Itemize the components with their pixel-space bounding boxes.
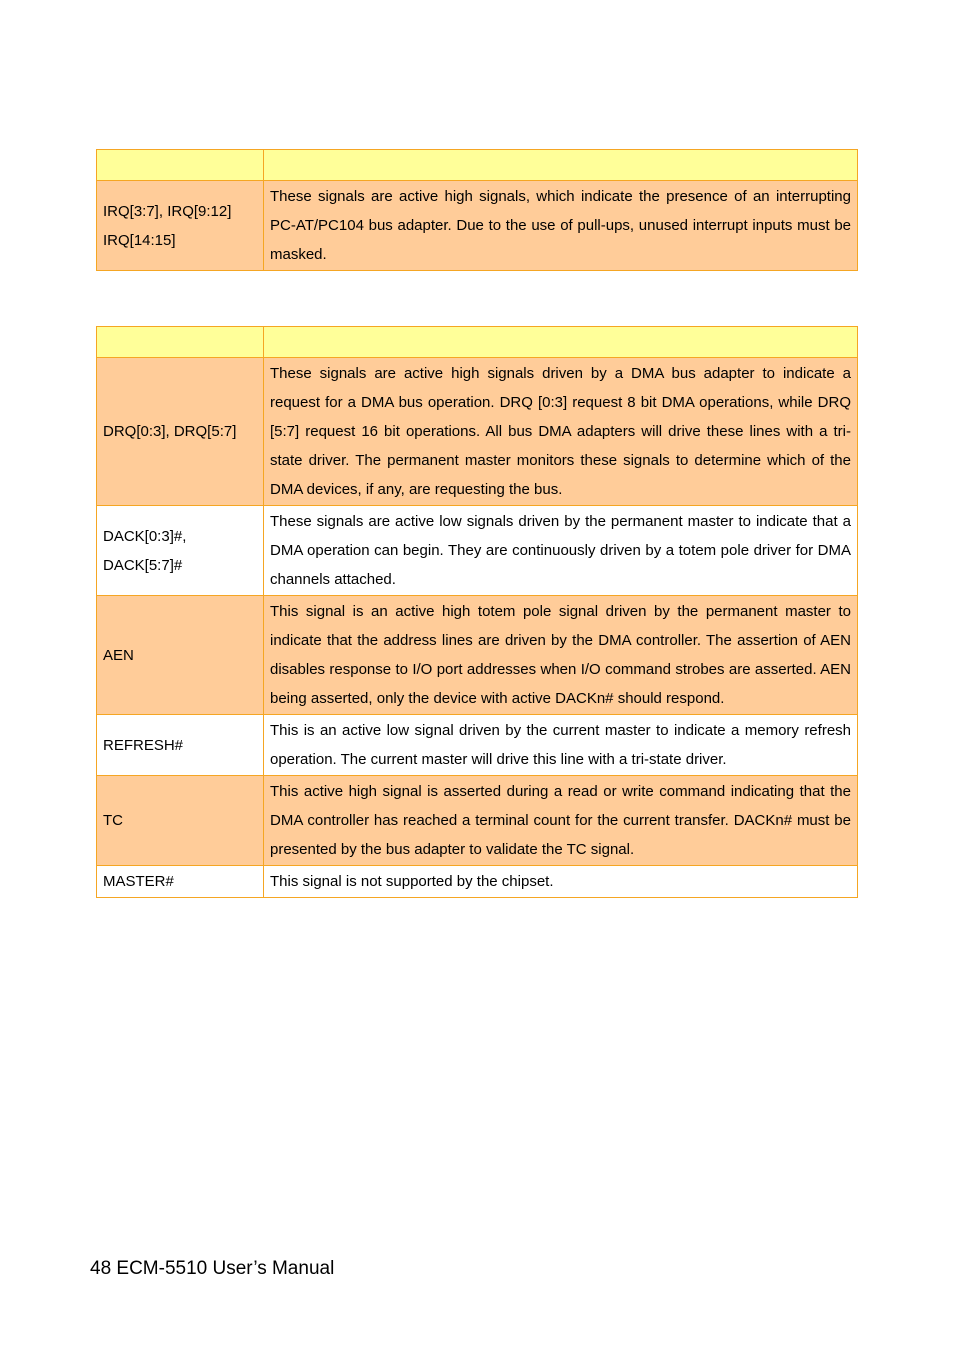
signal-description-master: This signal is not supported by the chipset.: [264, 866, 858, 898]
signal-description-dack: These signals are active low signals driven by the permanent master to indicate that a DMA operation can begin. They are continuously driven by a totem pole driver for DMA channels attached.: [264, 506, 858, 596]
signal-name-refresh: REFRESH#: [97, 715, 264, 776]
signal-name-dack: DACK[0:3]#, DACK[5:7]#: [97, 506, 264, 596]
table-row: [97, 181, 858, 271]
table-row: [97, 715, 858, 776]
table-header-row: [97, 327, 858, 358]
signal-name-aen: AEN: [97, 596, 264, 715]
signal-name-tc: TC: [97, 776, 264, 866]
header-cell-signal: [97, 327, 264, 358]
table-row: [97, 506, 858, 596]
table-row: [97, 866, 858, 898]
table-row: [97, 596, 858, 715]
signal-description-refresh: This is an active low signal driven by the current master to indicate a memory refresh operation. The current master will drive this line with a tri-state driver.: [264, 715, 858, 776]
signal-name-drq: DRQ[0:3], DRQ[5:7]: [97, 358, 264, 506]
signal-description-aen: This signal is an active high totem pole signal driven by the permanent master to indicate that the address lines are driven by the DMA controller. The assertion of AEN disables response to I/O port addresses when I/O command strobes are asserted. AEN being asserted, only the device with active DACKn# should respond.: [264, 596, 858, 715]
table-row: [97, 776, 858, 866]
dma-signal-table: [96, 326, 858, 898]
header-cell-signal: [97, 150, 264, 181]
signal-name-irq: IRQ[3:7], IRQ[9:12] IRQ[14:15]: [97, 181, 264, 271]
page-footer: 48 ECM-5510 User’s Manual: [90, 1258, 335, 1279]
header-cell-description: [264, 327, 858, 358]
table-header-row: [97, 150, 858, 181]
irq-signal-table: [96, 149, 858, 271]
signal-description-irq: These signals are active high signals, which indicate the presence of an interrupting PC-AT/PC104 bus adapter. Due to the use of pull-ups, unused interrupt inputs must be masked.: [264, 181, 858, 271]
signal-description-tc: This active high signal is asserted during a read or write command indicating that the DMA controller has reached a terminal count for the current transfer. DACKn# must be presented by the bus adapter to validate the TC signal.: [264, 776, 858, 866]
table-row: [97, 358, 858, 506]
header-cell-description: [264, 150, 858, 181]
signal-name-master: MASTER#: [97, 866, 264, 898]
signal-description-drq: These signals are active high signals driven by a DMA bus adapter to indicate a request for a DMA bus operation. DRQ [0:3] request 8 bit DMA operations, while DRQ [5:7] request 16 bit operations. All bus DMA adapters will drive these lines with a tri-state driver. The permanent master monitors these signals to determine which of the DMA devices, if any, are requesting the bus.: [264, 358, 858, 506]
